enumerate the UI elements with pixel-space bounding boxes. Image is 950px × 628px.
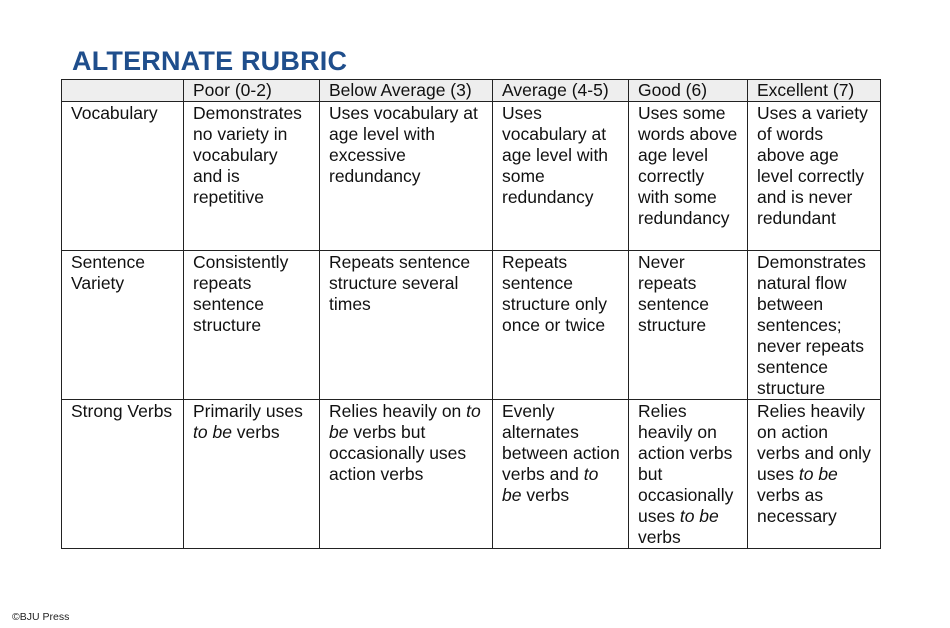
- italic-term: to be: [679, 506, 719, 526]
- rubric-cell: [320, 102, 493, 251]
- cell-text: verbs: [638, 527, 681, 547]
- rubric-cell: [184, 251, 320, 400]
- header-cell-below-average: Below Average (3): [320, 80, 493, 102]
- cell-text: Uses vocabulary at age level with some redundancy: [502, 103, 609, 207]
- rubric-cell: [320, 400, 493, 549]
- rubric-cell: [748, 251, 881, 400]
- rubric-cell: [493, 102, 629, 251]
- cell-text: Uses vocabulary at age level with excessive redundancy: [329, 103, 478, 186]
- cell-text: Never repeats sentence structure: [638, 252, 710, 335]
- rubric-cell: [629, 251, 748, 400]
- category-cell: Vocabulary: [62, 102, 184, 251]
- category-cell: Sentence Variety: [62, 251, 184, 400]
- copyright-notice: ©BJU Press: [12, 611, 70, 623]
- rubric-cell: [748, 400, 881, 549]
- cell-text: Relies heavily on action verbs and only uses: [757, 401, 871, 484]
- italic-term: to be: [193, 422, 232, 442]
- rubric-cell: [748, 102, 881, 251]
- page-title: ALTERNATE RUBRIC: [72, 46, 348, 76]
- cell-text: Relies heavily on action verbs but occasionally uses: [638, 401, 734, 526]
- cell-text: Relies heavily on: [329, 401, 467, 421]
- header-cell-good: Good (6): [629, 80, 748, 102]
- cell-text: verbs: [231, 422, 280, 442]
- header-cell-poor: Poor (0-2): [184, 80, 320, 102]
- rubric-cell: [493, 400, 629, 549]
- category-cell: Strong Verbs: [62, 400, 184, 549]
- italic-term: to: [798, 464, 814, 484]
- cell-text: verbs as necessary: [757, 485, 837, 526]
- rubric-cell: [629, 102, 748, 251]
- header-row: [62, 80, 881, 102]
- rubric-cell: [493, 251, 629, 400]
- cell-text: Primarily uses: [193, 401, 303, 421]
- cell-text: Uses some words above age level correctly with some redundancy: [638, 103, 738, 228]
- rubric-cell: [320, 251, 493, 400]
- table-row: [62, 251, 881, 400]
- cell-text: Evenly alternates between action verbs and: [502, 401, 620, 484]
- cell-text: Consistently repeats sentence structure: [193, 252, 289, 335]
- header-cell-excellent: Excellent (7): [748, 80, 881, 102]
- header-cell-blank: [62, 80, 184, 102]
- cell-text: Repeats sentence structure only once or twice: [502, 252, 608, 335]
- italic-term: to be: [329, 401, 481, 442]
- italic-term: to be: [502, 464, 599, 505]
- rubric-cell: [184, 102, 320, 251]
- table-row: [62, 400, 881, 549]
- cell-text: Repeats sentence structure several times: [329, 252, 471, 314]
- cell-text: verbs: [521, 485, 570, 505]
- header-cell-average: Average (4-5): [493, 80, 629, 102]
- table-row: [62, 102, 881, 251]
- rubric-table: [61, 79, 881, 549]
- rubric-cell: [629, 400, 748, 549]
- cell-text: verbs but occasionally uses action verbs: [329, 422, 467, 484]
- italic-term: be: [818, 464, 838, 484]
- rubric-cell: [184, 400, 320, 549]
- cell-text: Demonstrates natural flow between sentences; never repeats sentence structure: [757, 252, 866, 398]
- cell-text: Uses a variety of words above age level correctly and is never redundant: [757, 103, 868, 228]
- cell-text: Demonstrates no variety in vocabulary and is repetitive: [193, 103, 302, 207]
